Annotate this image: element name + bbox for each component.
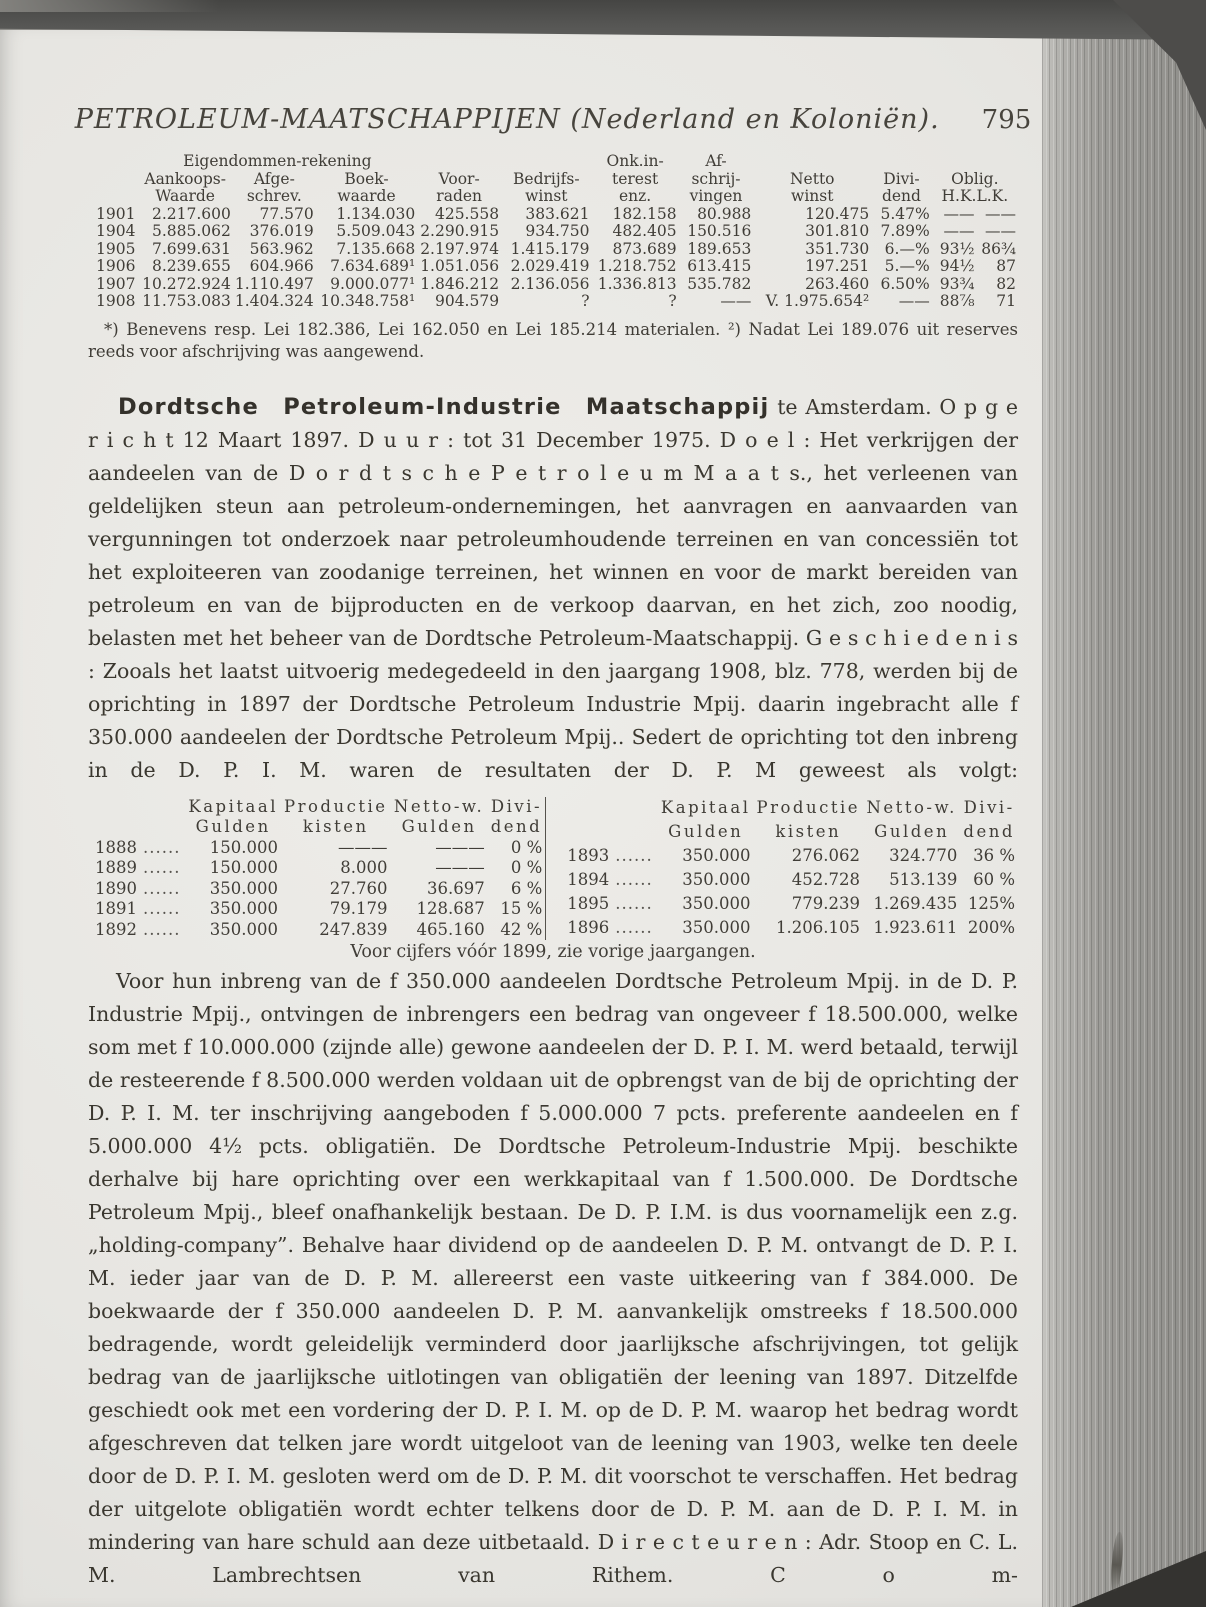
- cell-afgeschreven: 604.966: [249, 257, 314, 275]
- cell-bedrijfswinst: ?: [581, 292, 590, 310]
- cell-productie: 27.760: [329, 878, 388, 898]
- page-number: 795: [981, 105, 1032, 135]
- cell-onkosten-interest: 1.218.752: [597, 257, 677, 275]
- cell-dividend: 125%: [967, 893, 1015, 913]
- cell-aankoopswaarde: 11.753.083: [142, 292, 231, 310]
- col-header: dend: [881, 187, 921, 205]
- table-row: [94, 258, 1018, 276]
- cell-nettowinst: 128.687: [416, 899, 485, 918]
- cell-nettowinst: V. 1.975.654²: [765, 292, 870, 310]
- cell-aankoopswaarde: 5.885.062: [152, 222, 231, 240]
- cell-hoogste-koers: ——: [943, 222, 975, 240]
- page-header-title: PETROLEUM-MAATSCHAPPIJEN (Nederland en Koloniën).: [74, 104, 940, 135]
- cell-year: 1901: [96, 204, 136, 223]
- cell-boekwaarde: 1.134.030: [336, 204, 416, 223]
- cell-dividend: 36 %: [973, 846, 1015, 866]
- cell-kapitaal: 350.000: [209, 919, 278, 939]
- cell-hoogste-koers: 93½: [939, 239, 975, 258]
- cell-year: 1904: [96, 222, 136, 240]
- cell-boekwaarde: 5.509.043: [336, 222, 416, 240]
- cell-voorraden: 425.558: [434, 204, 500, 223]
- col-header: Netto: [789, 169, 835, 188]
- cell-dividend: 42 %: [500, 919, 543, 939]
- col-header: kisten: [775, 822, 842, 842]
- cell-afschrijvingen: 535.782: [687, 274, 752, 293]
- cell-laagste-koers: 71: [996, 292, 1016, 310]
- table-row: [94, 276, 1018, 294]
- cell-nettowinst: 263.460: [805, 274, 870, 293]
- cell-dividend: 5.—%: [884, 257, 930, 275]
- cell-year: 1891: [95, 899, 137, 918]
- cell-nettowinst: 324.770: [889, 846, 958, 866]
- header-row-1: [94, 153, 1018, 171]
- cell-afschrijvingen: ——: [720, 292, 752, 310]
- cell-laagste-koers: 86¾: [981, 239, 1016, 258]
- cell-kapitaal: 350.000: [682, 869, 751, 889]
- cell-nettowinst: ———: [435, 858, 485, 877]
- cell-aankoopswaarde: 7.699.631: [152, 239, 231, 258]
- cell-productie: ———: [338, 837, 388, 857]
- cell-dividend: ——: [898, 292, 930, 310]
- cell-voorraden: 1.846.212: [420, 274, 500, 293]
- cell-dots: ......: [615, 846, 653, 866]
- cell-nettowinst: 36.697: [426, 878, 485, 898]
- cell-year: 1894: [567, 869, 610, 889]
- cell-afgeschreven: 376.019: [249, 222, 314, 240]
- cell-afgeschreven: 1.110.497: [234, 274, 314, 293]
- cell-kapitaal: 350.000: [682, 893, 751, 913]
- cell-voorraden: 2.290.915: [420, 222, 500, 240]
- table-row: [564, 868, 1018, 892]
- cell-productie: 276.062: [791, 846, 861, 866]
- col-header: H.K.L.K.: [941, 187, 1009, 205]
- cell-bedrijfswinst: 2.136.056: [510, 274, 590, 293]
- cell-year: 1893: [567, 846, 610, 866]
- cell-dots: ......: [615, 869, 653, 889]
- book-page-stack-edge: [1032, 26, 1206, 1607]
- company-section-paragraph: [88, 391, 1018, 787]
- cell-productie: 79.179: [329, 899, 388, 918]
- cell-onkosten-interest: 182.158: [612, 204, 677, 223]
- cell-year: 1889: [95, 858, 137, 877]
- cell-aankoopswaarde: 8.239.655: [152, 257, 231, 275]
- cell-dividend: 5.47%: [880, 204, 930, 223]
- col-header: schrij-: [691, 169, 741, 188]
- cell-nettowinst: 301.810: [805, 222, 870, 240]
- cell-boekwaarde: 7.634.689¹: [330, 257, 416, 275]
- cell-laagste-koers: ——: [985, 222, 1016, 240]
- table-row: [564, 916, 1018, 940]
- cell-voorraden: 1.051.056: [420, 257, 500, 275]
- cell-aankoopswaarde: 2.217.600: [152, 204, 231, 223]
- cell-year: 1905: [96, 239, 136, 258]
- cell-laagste-koers: 82: [996, 274, 1016, 293]
- book-page: [0, 30, 1042, 1607]
- cell-hoogste-koers: ——: [943, 204, 975, 223]
- cell-nettowinst: 1.269.435: [873, 893, 958, 913]
- cell-boekwaarde: 10.348.758¹: [320, 292, 416, 310]
- header-row: [92, 817, 546, 838]
- table-row: [564, 892, 1018, 916]
- table-row: [92, 920, 546, 941]
- cell-productie: 779.239: [791, 893, 861, 913]
- cell-dots: ......: [143, 878, 181, 898]
- history-paragraph: Voor hun inbreng van de f 350.000 aandeelen Dordtsche Petroleum Mpij. in de D. P. Industrie Mpij., ontvingen de inbrengers een bedrag van ongeveer f 18.500.000, welke som met f 10.000.000 (zijnde alle) gewone aandeelen der D. P. I. M. werd betaald, terwijl de resteerende f 8.500.000 werden voldaan uit de opbrengst van de bij de oprichting der D. P. I. M. ter inschrijving aangeboden f 5.000.000 7 pcts. preferente aandeelen en f 5.000.000 4½ pcts. obligatiën. De Dordtsche Petroleum-Industrie Mpij. beschikte derhalve bij hare oprichting over een werkkapitaal van f 1.500.000. De Dordtsche Petroleum Mpij., bleef onafhankelijk bestaan. De D. P. I.M. is dus voornamelijk een z.g. „holding-company”. Behalve haar dividend op de aandeelen D. P. M. ontvangt de D. P. I. M. ieder jaar van de D. P. M. allereerst een vaste uitkeering van f 384.000. De boekwaarde der f 350.000 aandeelen D. P. M. aanvankelijk omstreeks f 18.500.000 bedragende, wordt geleidelijk verminderd door jaarlijksche afschrijvingen, tot gelijk bedrag van de jaarlijksche uitlotingen van obligatiën der leening van 1897. Ditzelfde geschiedt ook met een vordering der D. P. I. M. op de D. P. M. waarop het bedrag wordt afgeschreven dat telken jare wordt uitgeloot van de leening van 1903, welke ten deele door de D. P. I. M. gesloten werd om de D. P. M. dit voorschot te verschaffen. Het bedrag der uitgelote obligatiën wordt echter telkens door de D. P. M. aan de D. P. I. M. in mindering van hare schuld aan deze uitbetaald. D i r e c t e u r e n : Adr. Stoop en C. L. M. Lambrechtsen van Rithem. C o m-: [88, 969, 1018, 1587]
- col-header: Afge-: [253, 169, 295, 188]
- col-header: Divi-: [963, 798, 1015, 818]
- col-header: dend: [963, 822, 1015, 842]
- col-header: Bedrijfs-: [513, 169, 580, 188]
- cell-kapitaal: 350.000: [682, 846, 751, 866]
- header-row-3: [94, 188, 1018, 206]
- cell-dots: ......: [615, 917, 653, 937]
- col-header: Waarde: [155, 187, 215, 205]
- header-row: [564, 797, 1018, 821]
- table-row: [94, 293, 1018, 311]
- col-header: Netto-w.: [866, 798, 957, 818]
- cell-boekwaarde: 9.000.077¹: [330, 274, 416, 293]
- company-name-heading: Dordtsche Petroleum-Industrie Maatschappij: [118, 393, 770, 420]
- table-row: [92, 879, 546, 900]
- cell-voorraden: 2.197.974: [420, 239, 500, 258]
- col-header: Netto-w.: [393, 796, 485, 816]
- cell-dots: ......: [143, 919, 181, 939]
- cell-kapitaal: 350.000: [209, 878, 278, 898]
- header-row: [564, 820, 1018, 844]
- cell-year: 1896: [567, 917, 610, 937]
- col-header: Kapitaal: [188, 796, 278, 816]
- table-row: [92, 899, 546, 920]
- cell-afgeschreven: 563.962: [249, 239, 314, 258]
- col-header: winst: [791, 187, 834, 205]
- cell-kapitaal: 150.000: [209, 858, 278, 877]
- cell-dots: ......: [143, 899, 181, 918]
- cell-bedrijfswinst: 1.415.179: [510, 239, 590, 258]
- cell-dividend: 6 %: [510, 878, 543, 898]
- cell-year: 1888: [95, 837, 137, 857]
- cell-nettowinst: ———: [435, 837, 485, 857]
- col-header-onk: Onk.in-: [606, 152, 664, 170]
- header-row-2: [94, 171, 1018, 189]
- col-header: Productie: [756, 798, 861, 818]
- results-table-left: [92, 797, 546, 941]
- cell-nettowinst: 120.475: [805, 204, 870, 223]
- cell-nettowinst: 513.139: [889, 869, 958, 889]
- col-header: Voor-: [438, 169, 480, 188]
- cell-kapitaal: 350.000: [682, 917, 751, 937]
- cell-nettowinst: 197.251: [805, 257, 870, 275]
- col-header: Gulden: [668, 822, 744, 842]
- col-header: dend: [490, 817, 543, 836]
- company-description-text: te Amsterdam. O p g e r i c h t 12 Maart 1897. D u u r : tot 31 December 1975. D o e l : Het verkrijgen der aandeelen van de D o r d t s c h e P e t r o l e u m M a a t s., het verleenen van geldelijken steun aan petroleum-ondernemingen, het aanvragen en aanvaarden van vergunningen tot onderzoek naar petroleumhoudende terreinen en van concessiën tot het exploiteeren van zoodanige terreinen, het winnen en voor de markt bereiden van petroleum en van de bijproducten en de verkoop daarvan, en het zich, zoo noodig, belasten met het beheer van de Dordtsche Petroleum-Maatschappij. G e s c h i e d e n i s : Zooals het laatst uitvoerig medegedeeld in den jaargang 1908, blz. 778, werden bij de oprichting in 1897 der Dordtsche Petroleum Industrie Mpij. daarin ingebracht alle f 350.000 aandeelen der Dordtsche Petroleum Mpij.. Sedert de oprichting tot den inbreng in de D. P. I. M. waren de resultaten der D. P. M geweest als volgt:: [88, 394, 1018, 782]
- cell-bedrijfswinst: 934.750: [525, 222, 590, 240]
- col-header: raden: [436, 187, 483, 205]
- group-header-eigendommen: Eigendommen-rekening: [183, 152, 372, 170]
- col-header: Divi-: [883, 169, 920, 188]
- cell-onkosten-interest: ?: [668, 292, 677, 310]
- results-table-right: [564, 797, 1018, 941]
- col-header: vingen: [689, 187, 743, 205]
- cell-laagste-koers: ——: [985, 204, 1016, 223]
- cell-productie: 1.206.105: [776, 917, 861, 937]
- col-header: Gulden: [874, 822, 950, 842]
- cell-bedrijfswinst: 2.029.419: [510, 257, 590, 275]
- cell-year: 1906: [96, 257, 136, 275]
- cell-productie: 247.839: [319, 919, 388, 939]
- cell-afgeschreven: 1.404.324: [234, 292, 314, 310]
- cell-dividend: 200%: [967, 917, 1015, 937]
- cell-dividend: 7.89%: [880, 222, 930, 240]
- col-header: schrev.: [246, 187, 302, 205]
- cell-onkosten-interest: 1.336.813: [597, 274, 677, 293]
- cell-voorraden: 904.579: [434, 292, 500, 310]
- col-header: Aankoops-: [144, 169, 226, 188]
- col-header: winst: [525, 187, 568, 205]
- cell-productie: 8.000: [340, 858, 388, 877]
- table-row: [94, 206, 1018, 224]
- cell-year: 1907: [96, 274, 136, 293]
- cell-aankoopswaarde: 10.272.924: [142, 274, 231, 293]
- col-header: enz.: [618, 187, 652, 205]
- col-header: Oblig.: [951, 169, 999, 188]
- table-footnote: *) Benevens resp. Lei 182.386, Lei 162.050 en Lei 185.214 materialen. ²) Nadat Lei 189.076 uit reserves reeds voor afschrijving was aangewend.: [88, 319, 1018, 361]
- results-table-note: Voor cijfers vóór 1899, zie vorige jaargangen.: [350, 942, 756, 962]
- cell-productie: 452.728: [791, 869, 861, 889]
- col-header: Productie: [283, 796, 388, 816]
- cell-afschrijvingen: 613.415: [687, 257, 752, 275]
- cell-laagste-koers: 87: [996, 257, 1016, 275]
- cell-dividend: 60 %: [973, 869, 1015, 889]
- cell-dividend: 0 %: [510, 858, 543, 877]
- cell-year: 1890: [95, 878, 137, 898]
- cell-nettowinst: 1.923.611: [873, 917, 958, 937]
- cell-dots: ......: [143, 837, 181, 857]
- cell-afschrijvingen: 150.516: [687, 222, 752, 240]
- cell-nettowinst: 465.160: [416, 919, 485, 939]
- table-row: [92, 838, 546, 859]
- cell-year: 1892: [95, 919, 137, 939]
- col-header: terest: [612, 169, 659, 188]
- cell-hoogste-koers: 93¾: [939, 274, 975, 293]
- cell-onkosten-interest: 873.689: [612, 239, 677, 258]
- col-header: Gulden: [401, 817, 477, 836]
- cell-hoogste-koers: 94½: [939, 257, 975, 275]
- col-header: kisten: [302, 817, 369, 836]
- cell-kapitaal: 350.000: [209, 899, 278, 918]
- table-row: [92, 858, 546, 879]
- results-tables: [92, 797, 1018, 941]
- cell-boekwaarde: 7.135.668: [336, 239, 416, 258]
- cell-hoogste-koers: 88⅞: [939, 292, 975, 310]
- cell-kapitaal: 150.000: [209, 837, 278, 857]
- cell-onkosten-interest: 482.405: [612, 222, 677, 240]
- col-header: waarde: [337, 187, 396, 205]
- table-row: [94, 241, 1018, 259]
- col-header: Boek-: [344, 169, 389, 188]
- cell-year: 1908: [96, 292, 136, 310]
- table-row: [564, 844, 1018, 868]
- running-head: [74, 104, 1032, 135]
- col-header-af: Af-: [705, 152, 727, 170]
- financial-results-table: [94, 153, 1018, 311]
- cell-dots: ......: [143, 858, 181, 877]
- cell-dividend: 15 %: [500, 899, 543, 918]
- table-row: [94, 223, 1018, 241]
- col-header: Divi-: [490, 796, 543, 816]
- cell-dividend: 6.50%: [880, 274, 930, 293]
- col-header: Kapitaal: [660, 798, 751, 818]
- cell-dividend: 6.—%: [884, 239, 930, 258]
- header-row: [92, 797, 546, 818]
- cell-afschrijvingen: 189.653: [687, 239, 752, 258]
- cell-year: 1895: [567, 893, 610, 913]
- cell-afgeschreven: 77.570: [259, 204, 314, 223]
- cell-dividend: 0 %: [510, 837, 543, 857]
- col-header: Gulden: [195, 817, 271, 836]
- cell-afschrijvingen: 80.988: [697, 204, 752, 223]
- cell-bedrijfswinst: 383.621: [525, 204, 590, 223]
- cell-nettowinst: 351.730: [805, 239, 870, 258]
- cell-dots: ......: [615, 893, 653, 913]
